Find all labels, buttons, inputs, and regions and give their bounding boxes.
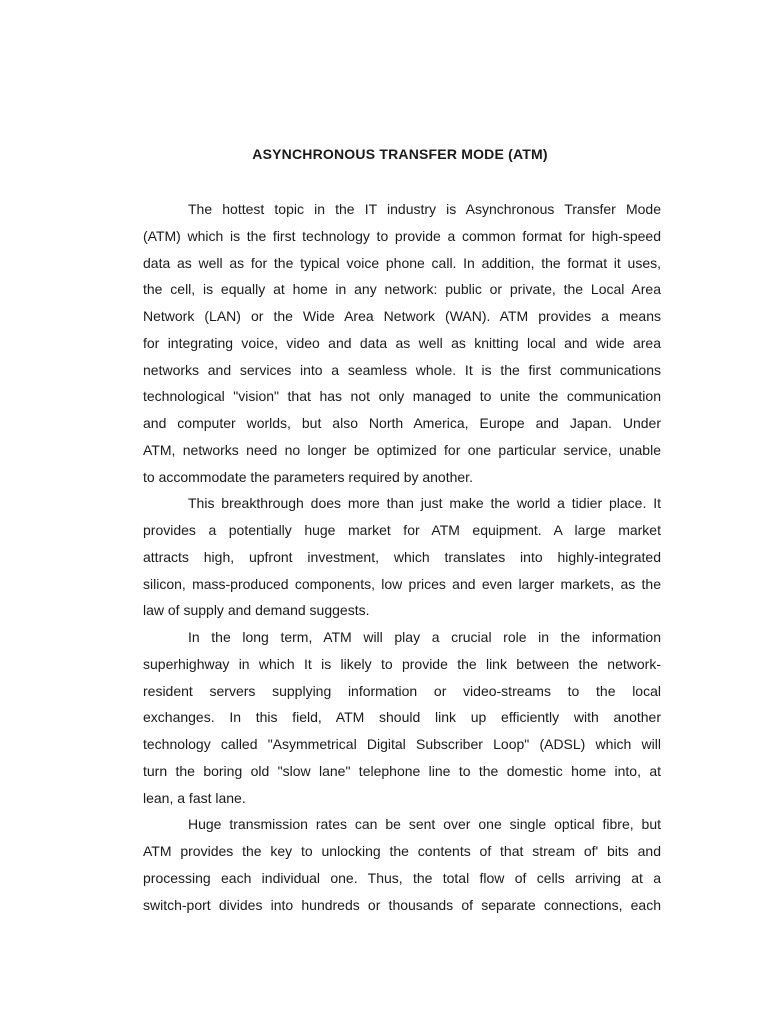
text-line: lean, a fast lane. <box>143 789 246 806</box>
paragraph-3 <box>143 624 661 811</box>
text-line: In the long term, ATM will play a crucial role in the information <box>188 629 661 645</box>
text-line: The hottest topic in the IT industry is Asynchronous Transfer Mode <box>188 201 661 217</box>
text-line: provides a potentially huge market for ATM equipment. A large market <box>143 522 661 538</box>
text-line: switch-port divides into hundreds or thousands of separate connections, each <box>143 896 661 913</box>
paragraph-1 <box>143 196 661 490</box>
text-line: data as well as for the typical voice phone call. In addition, the format it uses, <box>143 254 661 271</box>
document-title: ASYNCHRONOUS TRANSFER MODE (ATM) <box>252 146 548 162</box>
text-line: for integrating voice, video and data as well as knitting local and wide area <box>143 334 661 351</box>
text-line: ATM provides the key to unlocking the contents of that stream of' bits and <box>143 843 661 859</box>
text-line: Network (LAN) or the Wide Area Network (WAN). ATM provides a means <box>143 308 661 324</box>
text-line: (ATM) which is the first technology to provide a common format for high-speed <box>143 227 661 244</box>
text-line: attracts high, upfront investment, which translates into highly-integrated <box>143 548 661 565</box>
paragraph-2 <box>143 490 661 624</box>
text-line: law of supply and demand suggests. <box>143 602 370 619</box>
text-line: superhighway in which It is likely to provide the link between the network- <box>143 655 661 672</box>
paragraph-4 <box>143 811 661 918</box>
text-line: turn the boring old "slow lane" telephone line to the domestic home into, at <box>143 762 661 779</box>
document-body <box>143 196 661 918</box>
text-line: silicon, mass-produced components, low prices and even larger markets, as the <box>143 575 661 592</box>
text-line: exchanges. In this field, ATM should link up efficiently with another <box>143 709 661 726</box>
text-line: Huge transmission rates can be sent over one single optical fibre, but <box>188 816 661 833</box>
text-line: technological "vision" that has not only managed to unite the communication <box>143 388 661 405</box>
text-line: resident servers supplying information or video-streams to the local <box>143 682 661 699</box>
text-line: processing each individual one. Thus, the total flow of cells arriving at a <box>143 869 661 886</box>
text-line: This breakthrough does more than just make the world a tidier place. It <box>188 495 661 512</box>
text-line: to accommodate the parameters required by another. <box>143 468 473 485</box>
text-line: ATM, networks need no longer be optimized for one particular service, unable <box>143 441 661 458</box>
text-line: the cell, is equally at home in any network: public or private, the Local Area <box>143 281 661 298</box>
text-line: and computer worlds, but also North America, Europe and Japan. Under <box>143 415 661 431</box>
text-line: technology called "Asymmetrical Digital Subscriber Loop" (ADSL) which will <box>143 736 661 752</box>
text-line: networks and services into a seamless whole. It is the first communications <box>143 361 661 378</box>
